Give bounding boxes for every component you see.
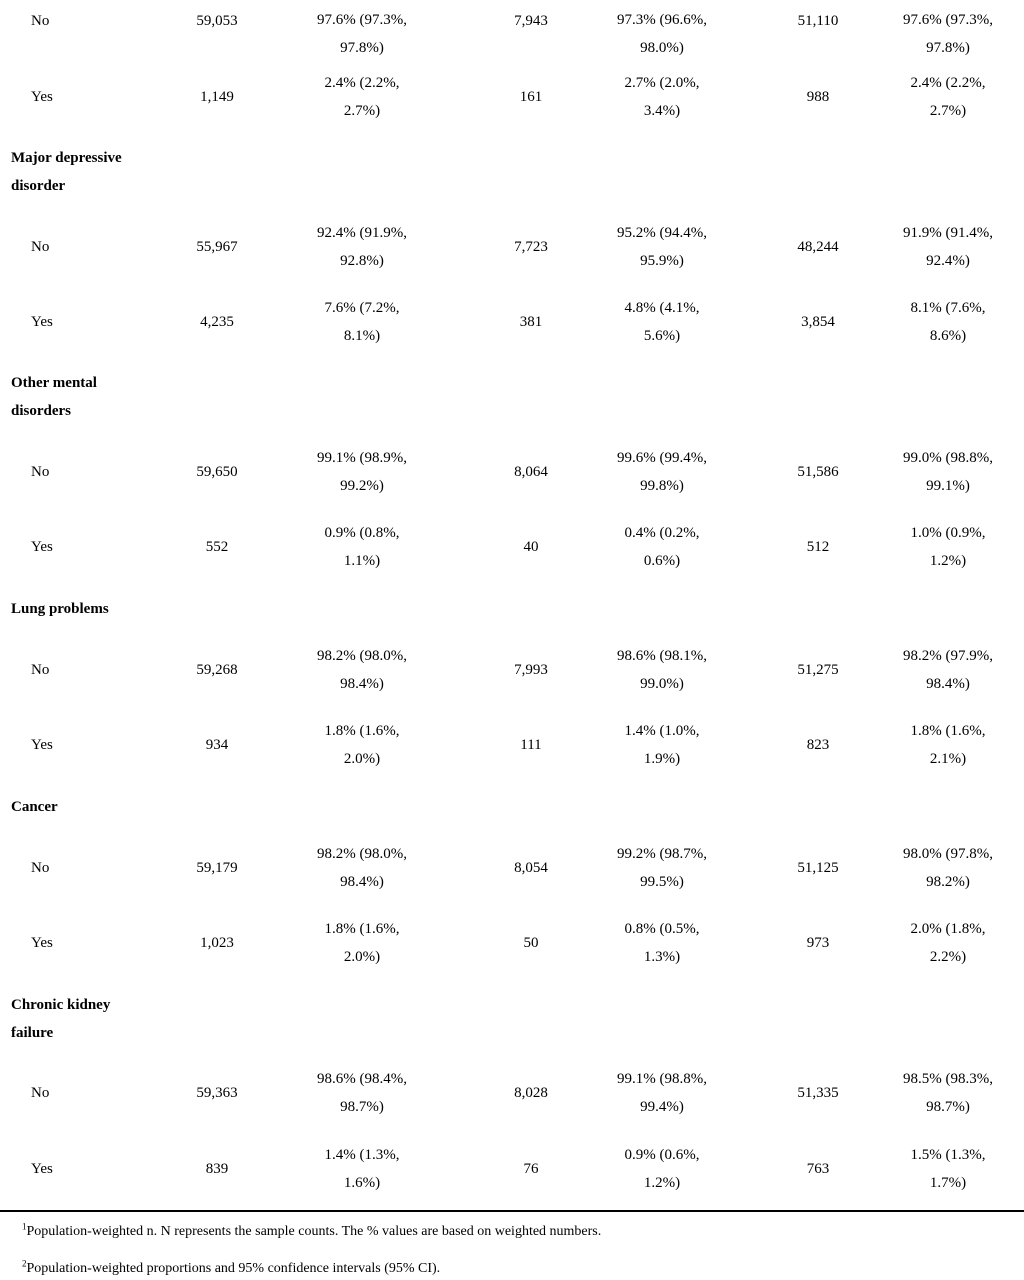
n-group-b: 988 xyxy=(806,89,830,105)
n-group-b: 51,110 xyxy=(797,13,839,29)
pct-total xyxy=(292,840,432,896)
pct-total xyxy=(292,69,432,125)
n-total: 934 xyxy=(205,737,229,753)
group-label-line2: disorder xyxy=(11,178,66,194)
pct-group-a-line2: 98.0%) xyxy=(640,40,684,56)
pct-group-a-line2: 1.3%) xyxy=(643,949,681,965)
pct-total-line2: 97.8%) xyxy=(340,40,384,56)
group-label-chronic-kidney-failure xyxy=(11,991,171,1047)
pct-group-a xyxy=(592,1141,732,1197)
pct-group-b-line2: 92.4%) xyxy=(926,253,970,269)
pct-group-b-line1: 98.2% (97.9%, xyxy=(903,648,993,664)
pct-total-line1: 97.6% (97.3%, xyxy=(317,12,407,28)
pct-total-line2: 1.1%) xyxy=(343,553,381,569)
n-total: 4,235 xyxy=(200,314,234,330)
pct-group-b xyxy=(878,1065,1018,1121)
n-group-a: 7,993 xyxy=(514,662,548,678)
pct-total-line2: 98.4%) xyxy=(340,676,384,692)
n-group-a: 161 xyxy=(519,89,543,105)
pct-group-b xyxy=(878,915,1018,971)
pct-group-a-line1: 99.6% (99.4%, xyxy=(617,450,707,466)
pct-total-line1: 1.4% (1.3%, xyxy=(324,1147,400,1163)
pct-group-b-line1: 1.5% (1.3%, xyxy=(910,1147,986,1163)
pct-group-b xyxy=(878,294,1018,350)
pct-group-a-line1: 0.4% (0.2%, xyxy=(624,525,700,541)
pct-total xyxy=(292,444,432,500)
pct-group-b-line2: 2.1%) xyxy=(929,751,967,767)
pct-total-line2: 2.0%) xyxy=(343,949,381,965)
pct-total-line1: 2.4% (2.2%, xyxy=(324,75,400,91)
pct-group-a xyxy=(592,915,732,971)
pct-group-a xyxy=(592,444,732,500)
pct-group-b-line2: 2.2%) xyxy=(929,949,967,965)
n-group-b: 51,586 xyxy=(797,464,839,480)
pct-total xyxy=(292,6,432,62)
pct-total xyxy=(292,1065,432,1121)
pct-group-a xyxy=(592,717,732,773)
pct-group-b xyxy=(878,1141,1018,1197)
row-label: Yes xyxy=(31,89,53,105)
pct-group-b xyxy=(878,6,1018,62)
pct-group-b-line2: 2.7%) xyxy=(929,103,967,119)
pct-group-a-line1: 99.1% (98.8%, xyxy=(617,1071,707,1087)
pct-group-b-line1: 1.0% (0.9%, xyxy=(910,525,986,541)
pct-group-a-line2: 5.6%) xyxy=(643,328,681,344)
pct-total-line2: 8.1%) xyxy=(343,328,381,344)
pct-group-a xyxy=(592,6,732,62)
row-label: Yes xyxy=(31,935,53,951)
n-group-b: 3,854 xyxy=(801,314,835,330)
row-label: No xyxy=(31,239,50,255)
n-group-a: 50 xyxy=(523,935,539,951)
pct-group-a-line1: 2.7% (2.0%, xyxy=(624,75,700,91)
pct-group-b-line1: 8.1% (7.6%, xyxy=(910,300,986,316)
pct-group-b xyxy=(878,219,1018,275)
pct-group-b-line1: 2.4% (2.2%, xyxy=(910,75,986,91)
n-group-a: 8,064 xyxy=(514,464,548,480)
group-label-line2: failure xyxy=(11,1025,54,1041)
pct-total-line1: 7.6% (7.2%, xyxy=(324,300,400,316)
pct-group-a-line1: 0.9% (0.6%, xyxy=(624,1147,700,1163)
row-label: Yes xyxy=(31,1161,53,1177)
pct-group-b xyxy=(878,519,1018,575)
pct-total-line2: 2.0%) xyxy=(343,751,381,767)
pct-group-b-line2: 1.2%) xyxy=(929,553,967,569)
pct-group-b-line2: 98.2%) xyxy=(926,874,970,890)
pct-total-line1: 98.2% (98.0%, xyxy=(317,846,407,862)
group-label-lung-problems xyxy=(11,595,171,623)
pct-total-line1: 0.9% (0.8%, xyxy=(324,525,400,541)
pct-group-a xyxy=(592,642,732,698)
pct-group-a-line2: 99.4%) xyxy=(640,1099,684,1115)
pct-group-b-line1: 99.0% (98.8%, xyxy=(903,450,993,466)
row-label: Yes xyxy=(31,314,53,330)
n-group-a: 8,054 xyxy=(514,860,548,876)
pct-group-b-line2: 98.4%) xyxy=(926,676,970,692)
pct-total-line1: 1.8% (1.6%, xyxy=(324,921,400,937)
footnote-text: Population-weighted proportions and 95% confidence intervals (95% CI). xyxy=(26,1261,441,1276)
n-group-b: 51,275 xyxy=(797,662,839,678)
n-total: 59,053 xyxy=(196,13,238,29)
n-group-b: 51,125 xyxy=(797,860,839,876)
n-group-a: 8,028 xyxy=(514,1085,548,1101)
pct-total-line1: 99.1% (98.9%, xyxy=(317,450,407,466)
footnote-marker: 2 xyxy=(22,1258,27,1269)
pct-group-b-line2: 1.7%) xyxy=(929,1175,967,1191)
pct-total xyxy=(292,717,432,773)
row-label: No xyxy=(31,13,50,29)
n-group-a: 76 xyxy=(523,1161,539,1177)
n-group-a: 7,723 xyxy=(514,239,548,255)
row-label: Yes xyxy=(31,737,53,753)
pct-group-a xyxy=(592,1065,732,1121)
pct-group-b-line2: 99.1%) xyxy=(926,478,970,494)
n-total: 839 xyxy=(205,1161,229,1177)
pct-group-a xyxy=(592,519,732,575)
pct-group-b-line2: 97.8%) xyxy=(926,40,970,56)
pct-group-b-line2: 8.6%) xyxy=(929,328,967,344)
pct-group-a-line2: 0.6%) xyxy=(643,553,681,569)
group-label-line1: Other mental xyxy=(11,375,97,391)
pct-group-a-line2: 1.2%) xyxy=(643,1175,681,1191)
pct-total xyxy=(292,915,432,971)
group-label-line1: Major depressive xyxy=(11,150,122,166)
n-total: 55,967 xyxy=(196,239,238,255)
pct-group-a xyxy=(592,219,732,275)
pct-group-a-line2: 99.8%) xyxy=(640,478,684,494)
n-total: 59,268 xyxy=(196,662,238,678)
row-label: Yes xyxy=(31,539,53,555)
group-label-line1: Lung problems xyxy=(11,601,109,617)
pct-total-line2: 1.6%) xyxy=(343,1175,381,1191)
pct-total xyxy=(292,294,432,350)
pct-group-b xyxy=(878,444,1018,500)
pct-group-a-line2: 3.4%) xyxy=(643,103,681,119)
group-label-cancer xyxy=(11,793,171,821)
n-group-b: 51,335 xyxy=(797,1085,839,1101)
footnote-text: Population-weighted n. N represents the sample counts. The % values are based on weighted numbers. xyxy=(26,1224,602,1239)
pct-group-a-line1: 0.8% (0.5%, xyxy=(624,921,700,937)
row-label: No xyxy=(31,662,50,678)
n-group-a: 381 xyxy=(519,314,543,330)
pct-group-a-line1: 95.2% (94.4%, xyxy=(617,225,707,241)
pct-group-a xyxy=(592,294,732,350)
pct-total-line1: 98.2% (98.0%, xyxy=(317,648,407,664)
pct-group-a-line2: 99.5%) xyxy=(640,874,684,890)
group-label-other-mental-disorders xyxy=(11,369,171,425)
pct-group-a xyxy=(592,840,732,896)
pct-group-b xyxy=(878,69,1018,125)
pct-total-line2: 99.2%) xyxy=(340,478,384,494)
pct-total-line1: 98.6% (98.4%, xyxy=(317,1071,407,1087)
n-group-b: 763 xyxy=(806,1161,830,1177)
pct-group-b-line1: 91.9% (91.4%, xyxy=(903,225,993,241)
pct-total-line1: 92.4% (91.9%, xyxy=(317,225,407,241)
n-total: 59,179 xyxy=(196,860,238,876)
pct-group-a-line2: 99.0%) xyxy=(640,676,684,692)
pct-total xyxy=(292,519,432,575)
pct-total-line2: 2.7%) xyxy=(343,103,381,119)
pct-total-line2: 98.4%) xyxy=(340,874,384,890)
n-group-a: 111 xyxy=(520,737,542,753)
row-label: No xyxy=(31,860,50,876)
pct-group-b-line2: 98.7%) xyxy=(926,1099,970,1115)
pct-group-b xyxy=(878,642,1018,698)
group-label-line2: disorders xyxy=(11,403,71,419)
pct-total-line2: 98.7%) xyxy=(340,1099,384,1115)
n-total: 59,363 xyxy=(196,1085,238,1101)
pct-group-a-line2: 1.9%) xyxy=(643,751,681,767)
pct-group-a-line1: 98.6% (98.1%, xyxy=(617,648,707,664)
n-total: 1,023 xyxy=(200,935,234,951)
pct-group-b xyxy=(878,717,1018,773)
n-total: 59,650 xyxy=(196,464,238,480)
group-label-major-depressive-disorder xyxy=(11,144,171,200)
row-label: No xyxy=(31,464,50,480)
n-total: 552 xyxy=(205,539,229,555)
footnote-1 xyxy=(22,1222,601,1242)
pct-group-b-line1: 98.0% (97.8%, xyxy=(903,846,993,862)
n-group-b: 823 xyxy=(806,737,830,753)
pct-total xyxy=(292,219,432,275)
pct-group-b-line1: 98.5% (98.3%, xyxy=(903,1071,993,1087)
pct-group-b-line1: 1.8% (1.6%, xyxy=(910,723,986,739)
pct-total-line2: 92.8%) xyxy=(340,253,384,269)
pct-total xyxy=(292,642,432,698)
row-label: No xyxy=(31,1085,50,1101)
pct-group-a-line1: 97.3% (96.6%, xyxy=(617,12,707,28)
pct-total-line1: 1.8% (1.6%, xyxy=(324,723,400,739)
footnote-2 xyxy=(22,1259,440,1279)
pct-group-a-line1: 4.8% (4.1%, xyxy=(624,300,700,316)
table-bottom-rule xyxy=(0,1210,1024,1212)
n-group-a: 7,943 xyxy=(514,13,548,29)
n-group-b: 512 xyxy=(806,539,830,555)
pct-group-b-line1: 2.0% (1.8%, xyxy=(910,921,986,937)
n-total: 1,149 xyxy=(200,89,234,105)
pct-total xyxy=(292,1141,432,1197)
group-label-line1: Chronic kidney xyxy=(11,997,111,1013)
pct-group-a xyxy=(592,69,732,125)
group-label-line1: Cancer xyxy=(11,799,58,815)
n-group-b: 48,244 xyxy=(797,239,839,255)
pct-group-b xyxy=(878,840,1018,896)
n-group-a: 40 xyxy=(523,539,539,555)
pct-group-a-line1: 1.4% (1.0%, xyxy=(624,723,700,739)
n-group-b: 973 xyxy=(806,935,830,951)
pct-group-a-line2: 95.9%) xyxy=(640,253,684,269)
pct-group-a-line1: 99.2% (98.7%, xyxy=(617,846,707,862)
footnote-marker: 1 xyxy=(22,1221,27,1232)
pct-group-b-line1: 97.6% (97.3%, xyxy=(903,12,993,28)
